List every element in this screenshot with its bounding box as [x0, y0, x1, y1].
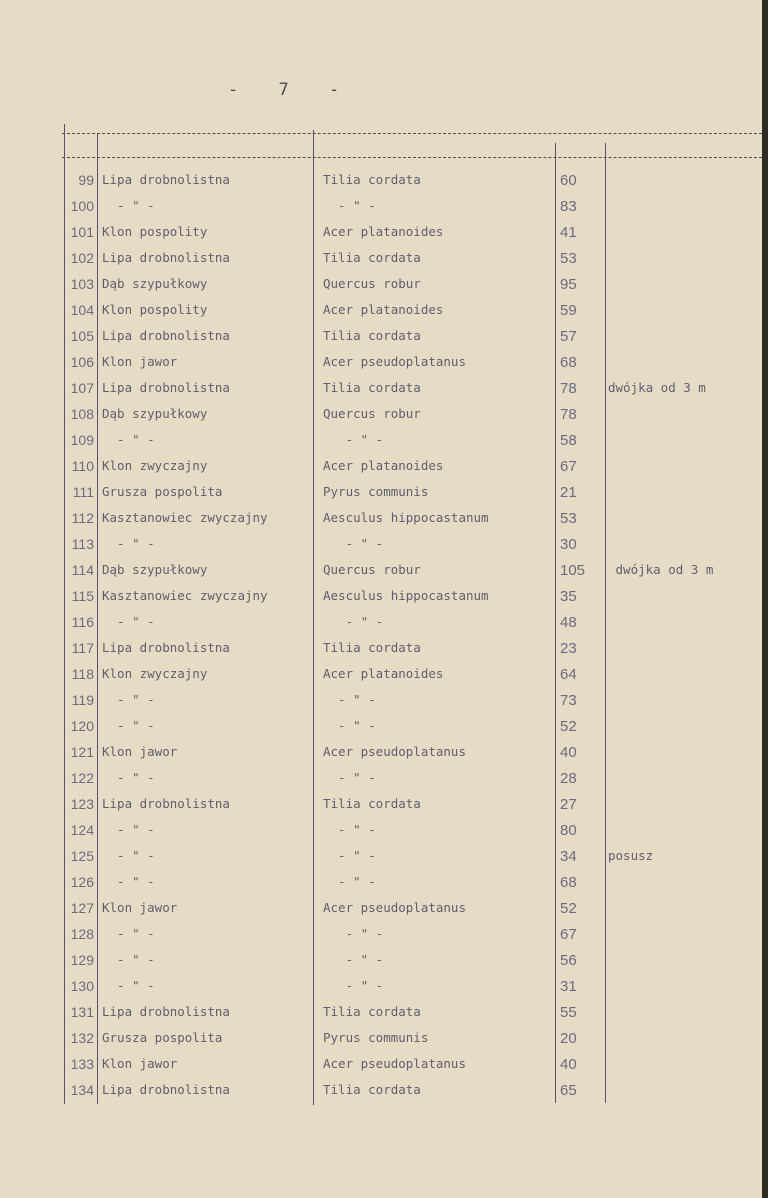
tree-number: 129 [70, 952, 94, 968]
polish-name: Dąb szypułkowy [102, 276, 208, 291]
tree-number: 131 [70, 1004, 94, 1020]
table-row [0, 796, 768, 822]
table-row [0, 1004, 768, 1030]
table-row [0, 302, 768, 328]
table-row [0, 614, 768, 640]
latin-name: Pyrus communis [323, 484, 429, 499]
trunk-circumference: 31 [560, 978, 577, 995]
table-row [0, 536, 768, 562]
table-row [0, 224, 768, 250]
polish-name: Dąb szypułkowy [102, 562, 208, 577]
tree-number: 112 [71, 510, 94, 526]
table-row [0, 978, 768, 1004]
latin-name: Acer platanoides [323, 302, 444, 317]
latin-name: Tilia cordata [323, 328, 421, 343]
table-row [0, 744, 768, 770]
polish-name: - " - [102, 718, 155, 733]
trunk-circumference: 41 [560, 224, 577, 241]
trunk-circumference: 73 [560, 692, 577, 709]
trunk-circumference: 52 [560, 900, 577, 917]
polish-name: Kasztanowiec zwyczajny [102, 510, 268, 525]
polish-name: Klon zwyczajny [102, 458, 208, 473]
tree-number: 119 [71, 692, 94, 708]
latin-name: - " - [323, 198, 376, 213]
trunk-circumference: 20 [560, 1030, 577, 1047]
latin-name: - " - [323, 614, 384, 629]
polish-name: Klon jawor [102, 744, 178, 759]
table-row [0, 822, 768, 848]
remark: posusz [608, 848, 654, 863]
tree-number: 124 [70, 822, 94, 838]
trunk-circumference: 40 [560, 1056, 577, 1073]
trunk-circumference: 68 [560, 354, 577, 371]
tree-number: 120 [70, 718, 94, 734]
trunk-circumference: 60 [560, 172, 577, 189]
table-row [0, 510, 768, 536]
table-row [0, 874, 768, 900]
table-row [0, 1082, 768, 1108]
remark: dwójka od 3 m [608, 380, 706, 395]
table-row [0, 848, 768, 874]
polish-name: - " - [102, 692, 155, 707]
tree-number: 100 [70, 198, 94, 214]
table-row [0, 926, 768, 952]
trunk-circumference: 58 [560, 432, 577, 449]
table-row [0, 484, 768, 510]
polish-name: Klon zwyczajny [102, 666, 208, 681]
tree-number: 109 [70, 432, 94, 448]
trunk-circumference: 64 [560, 666, 577, 683]
latin-name: - " - [323, 848, 376, 863]
latin-name: Acer platanoides [323, 224, 444, 239]
latin-name: Acer platanoides [323, 666, 444, 681]
table-row [0, 172, 768, 198]
polish-name: - " - [102, 874, 155, 889]
tree-number: 127 [70, 900, 94, 916]
polish-name: - " - [102, 822, 155, 837]
polish-name: - " - [102, 848, 155, 863]
tree-number: 110 [71, 458, 94, 474]
tree-number: 115 [71, 588, 94, 604]
polish-name: Klon jawor [102, 1056, 178, 1071]
table-row [0, 900, 768, 926]
latin-name: - " - [323, 718, 376, 733]
tree-number: 126 [70, 874, 94, 890]
remark: dwójka od 3 m [608, 562, 714, 577]
latin-name: Acer pseudoplatanus [323, 1056, 466, 1071]
table-row [0, 588, 768, 614]
latin-name: Tilia cordata [323, 640, 421, 655]
tree-number: 103 [70, 276, 94, 292]
polish-name: Lipa drobnolistna [102, 328, 230, 343]
table-row [0, 692, 768, 718]
table-row [0, 250, 768, 276]
polish-name: Lipa drobnolistna [102, 250, 230, 265]
table-row [0, 1056, 768, 1082]
latin-name: - " - [323, 692, 376, 707]
trunk-circumference: 67 [560, 926, 577, 943]
trunk-circumference: 53 [560, 250, 577, 267]
polish-name: Lipa drobnolistna [102, 380, 230, 395]
trunk-circumference: 59 [560, 302, 577, 319]
trunk-circumference: 80 [560, 822, 577, 839]
table-row [0, 406, 768, 432]
latin-name: Pyrus communis [323, 1030, 429, 1045]
tree-number: 114 [71, 562, 94, 578]
tree-number: 132 [70, 1030, 94, 1046]
latin-name: - " - [323, 536, 384, 551]
latin-name: Aesculus hippocastanum [323, 588, 489, 603]
polish-name: Klon jawor [102, 900, 178, 915]
table-row [0, 380, 768, 406]
tree-number: 128 [70, 926, 94, 942]
table-row [0, 432, 768, 458]
latin-name: Tilia cordata [323, 1004, 421, 1019]
latin-name: Quercus robur [323, 562, 421, 577]
tree-number: 125 [70, 848, 94, 864]
table-row [0, 952, 768, 978]
tree-number: 113 [71, 536, 94, 552]
table-row [0, 276, 768, 302]
trunk-circumference: 68 [560, 874, 577, 891]
polish-name: Klon jawor [102, 354, 178, 369]
polish-name: - " - [102, 614, 155, 629]
tree-number: 116 [71, 614, 94, 630]
tree-number: 123 [70, 796, 94, 812]
latin-name: Aesculus hippocastanum [323, 510, 489, 525]
latin-name: Tilia cordata [323, 1082, 421, 1097]
polish-name: Lipa drobnolistna [102, 172, 230, 187]
tree-number: 118 [71, 666, 94, 682]
table-row [0, 328, 768, 354]
table-row [0, 198, 768, 224]
polish-name: - " - [102, 536, 155, 551]
tree-number: 121 [70, 744, 94, 760]
trunk-circumference: 105 [560, 562, 586, 579]
table-row [0, 562, 768, 588]
tree-number: 122 [70, 770, 94, 786]
latin-name: Acer pseudoplatanus [323, 744, 466, 759]
tree-number: 133 [70, 1056, 94, 1072]
trunk-circumference: 52 [560, 718, 577, 735]
trunk-circumference: 40 [560, 744, 577, 761]
polish-name: Dąb szypułkowy [102, 406, 208, 421]
polish-name: Lipa drobnolistna [102, 1004, 230, 1019]
table-top-border [62, 133, 762, 134]
latin-name: Quercus robur [323, 406, 421, 421]
latin-name: - " - [323, 770, 376, 785]
trunk-circumference: 53 [560, 510, 577, 527]
polish-name: Grusza pospolita [102, 1030, 223, 1045]
latin-name: - " - [323, 952, 384, 967]
tree-number: 105 [70, 328, 94, 344]
trunk-circumference: 65 [560, 1082, 577, 1099]
tree-number: 111 [72, 484, 94, 500]
tree-number: 130 [70, 978, 94, 994]
polish-name: Klon pospolity [102, 302, 208, 317]
trunk-circumference: 27 [560, 796, 577, 813]
latin-name: Acer pseudoplatanus [323, 900, 466, 915]
trunk-circumference: 23 [560, 640, 577, 657]
trunk-circumference: 83 [560, 198, 577, 215]
table-row [0, 770, 768, 796]
trunk-circumference: 78 [560, 380, 577, 397]
tree-number: 108 [70, 406, 94, 422]
trunk-circumference: 56 [560, 952, 577, 969]
trunk-circumference: 28 [560, 770, 577, 787]
polish-name: Klon pospolity [102, 224, 208, 239]
table-row [0, 666, 768, 692]
latin-name: Acer platanoides [323, 458, 444, 473]
polish-name: Lipa drobnolistna [102, 1082, 230, 1097]
latin-name: Acer pseudoplatanus [323, 354, 466, 369]
polish-name: - " - [102, 432, 155, 447]
polish-name: - " - [102, 978, 155, 993]
trunk-circumference: 67 [560, 458, 577, 475]
trunk-circumference: 30 [560, 536, 577, 553]
table-row [0, 1030, 768, 1056]
tree-number: 107 [70, 380, 94, 396]
latin-name: Tilia cordata [323, 250, 421, 265]
latin-name: - " - [323, 978, 384, 993]
polish-name: - " - [102, 198, 155, 213]
latin-name: - " - [323, 432, 384, 447]
polish-name: Lipa drobnolistna [102, 640, 230, 655]
tree-number: 99 [78, 172, 94, 188]
table-row [0, 354, 768, 380]
trunk-circumference: 35 [560, 588, 577, 605]
polish-name: Lipa drobnolistna [102, 796, 230, 811]
latin-name: Tilia cordata [323, 380, 421, 395]
polish-name: - " - [102, 770, 155, 785]
tree-number: 101 [70, 224, 94, 240]
header-bottom-border [62, 157, 762, 158]
tree-number: 117 [71, 640, 94, 656]
tree-number: 102 [70, 250, 94, 266]
polish-name: - " - [102, 952, 155, 967]
trunk-circumference: 48 [560, 614, 577, 631]
table-row [0, 458, 768, 484]
tree-number: 106 [70, 354, 94, 370]
polish-name: Grusza pospolita [102, 484, 223, 499]
polish-name: Kasztanowiec zwyczajny [102, 588, 268, 603]
latin-name: - " - [323, 822, 376, 837]
latin-name: Quercus robur [323, 276, 421, 291]
trunk-circumference: 34 [560, 848, 577, 865]
page-number: - 7 - [228, 80, 342, 100]
latin-name: Tilia cordata [323, 796, 421, 811]
trunk-circumference: 57 [560, 328, 577, 345]
latin-name: - " - [323, 926, 384, 941]
tree-number: 104 [70, 302, 94, 318]
trunk-circumference: 95 [560, 276, 577, 293]
table-row [0, 640, 768, 666]
table-row [0, 718, 768, 744]
tree-number: 134 [70, 1082, 94, 1098]
trunk-circumference: 55 [560, 1004, 577, 1021]
polish-name: - " - [102, 926, 155, 941]
latin-name: - " - [323, 874, 376, 889]
latin-name: Tilia cordata [323, 172, 421, 187]
trunk-circumference: 21 [560, 484, 577, 501]
trunk-circumference: 78 [560, 406, 577, 423]
